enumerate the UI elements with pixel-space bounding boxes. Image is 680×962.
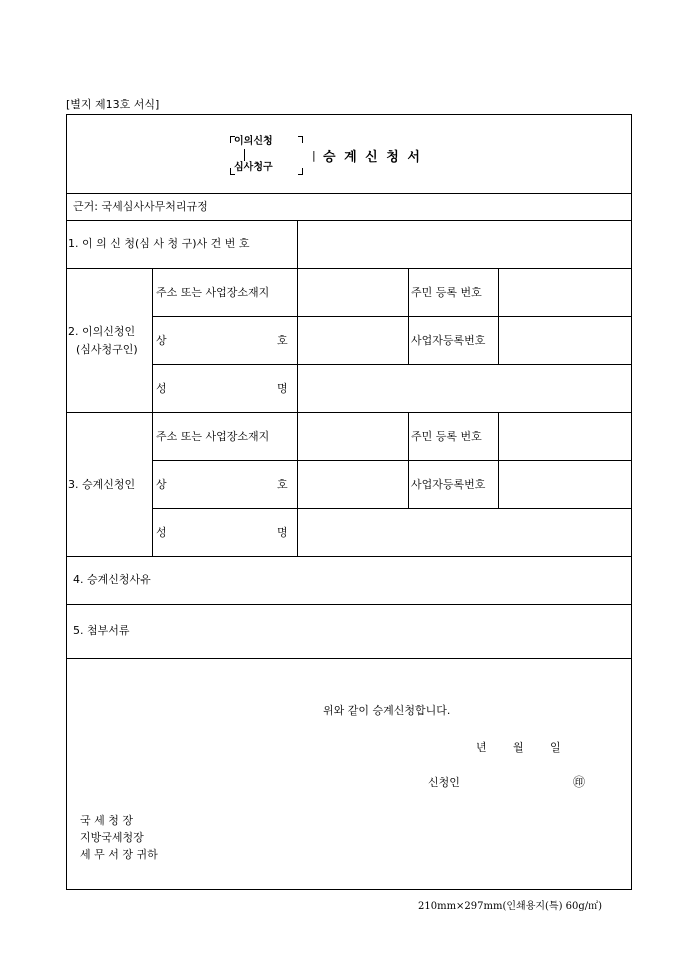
- divider: [66, 604, 632, 605]
- declaration-text: 위와 같이 승계신청합니다.: [323, 704, 451, 717]
- successor-trade-name-field[interactable]: [300, 464, 404, 504]
- successor-label: 3. 승계신청인: [68, 478, 136, 491]
- divider: [152, 316, 632, 317]
- divider: [297, 268, 298, 556]
- divider: [408, 412, 409, 508]
- appellant-resident-no-field[interactable]: [501, 272, 628, 312]
- divider: [66, 556, 632, 557]
- recipient-line-2: 지방국세청장: [80, 831, 144, 844]
- form-title: 승 계 신 청 서: [323, 150, 420, 165]
- divider: [66, 412, 632, 413]
- successor-name-label-b: 명: [277, 526, 288, 539]
- bracket-open-bottom: [230, 168, 235, 175]
- date-month-label: 월: [513, 741, 524, 754]
- successor-name-field[interactable]: [300, 512, 628, 552]
- successor-resident-no-field[interactable]: [501, 416, 628, 456]
- title-prefix: [234, 135, 273, 175]
- form-number-label: [별지 제13호 서식]: [66, 98, 160, 111]
- seal-icon: ㊞: [573, 775, 586, 789]
- divider: [66, 220, 632, 221]
- case-number-field[interactable]: [300, 224, 628, 264]
- divider: [408, 268, 409, 364]
- divider: [152, 508, 632, 509]
- divider: [152, 268, 153, 556]
- bracket-close-bottom: [298, 168, 303, 175]
- divider: [152, 460, 632, 461]
- successor-resident-no-label: 주민 등록 번호: [411, 430, 482, 443]
- bracket-open-top: [230, 136, 235, 143]
- title-prefix-top: 이의신청: [234, 136, 273, 147]
- appellant-resident-no-label: 주민 등록 번호: [411, 286, 482, 299]
- appellant-trade-name-label-a: 상: [156, 334, 167, 347]
- appellant-label-line1: 2. 이의신청인: [68, 325, 136, 338]
- appellant-name-field[interactable]: [300, 368, 628, 408]
- appellant-name-label-a: 성: [156, 382, 167, 395]
- successor-name-label-a: 성: [156, 526, 167, 539]
- appellant-label-line2: (심사청구인): [76, 343, 138, 356]
- date-day-label: 일: [550, 741, 561, 754]
- appellant-trade-name-field[interactable]: [300, 320, 404, 360]
- recipient-line-3: 세 무 서 장 귀하: [80, 848, 158, 861]
- successor-trade-name-label-a: 상: [156, 478, 167, 491]
- divider: [498, 268, 499, 364]
- successor-address-field[interactable]: [300, 416, 404, 456]
- appellant-business-no-label: 사업자등록번호: [411, 334, 486, 347]
- appellant-trade-name-label-b: 호: [277, 334, 288, 347]
- appellant-business-no-field[interactable]: [501, 320, 628, 360]
- appellant-address-label: 주소 또는 사업장소재지: [156, 286, 270, 299]
- successor-address-label: 주소 또는 사업장소재지: [156, 430, 270, 443]
- title-prefix-bottom: 심사청구: [234, 162, 273, 173]
- divider: [297, 220, 298, 268]
- case-number-label: 1. 이 의 신 청(심 사 청 구)사 건 번 호: [68, 237, 250, 250]
- reason-label: 4. 승계신청사유: [73, 573, 151, 586]
- basis-text: 근거: 국세심사사무처리규정: [73, 200, 208, 213]
- divider: [66, 268, 632, 269]
- successor-trade-name-label-b: 호: [277, 478, 288, 491]
- appellant-name-label-b: 명: [277, 382, 288, 395]
- applicant-label: 신청인: [428, 776, 460, 789]
- successor-business-no-field[interactable]: [501, 464, 628, 504]
- title-separator: |: [312, 149, 316, 162]
- bracket-close-top: [298, 136, 303, 143]
- divider: [66, 658, 632, 659]
- appellant-address-field[interactable]: [300, 272, 404, 312]
- divider: [498, 412, 499, 508]
- paper-spec: 210mm×297mm(인쇄용지(특) 60g/㎡): [418, 901, 603, 912]
- title-prefix-connector: [234, 149, 273, 161]
- divider: [152, 364, 632, 365]
- date-year-label: 년: [476, 741, 487, 754]
- attachments-label: 5. 첨부서류: [73, 624, 130, 637]
- divider: [66, 193, 632, 194]
- recipient-line-1: 국 세 청 장: [80, 814, 133, 827]
- successor-business-no-label: 사업자등록번호: [411, 478, 486, 491]
